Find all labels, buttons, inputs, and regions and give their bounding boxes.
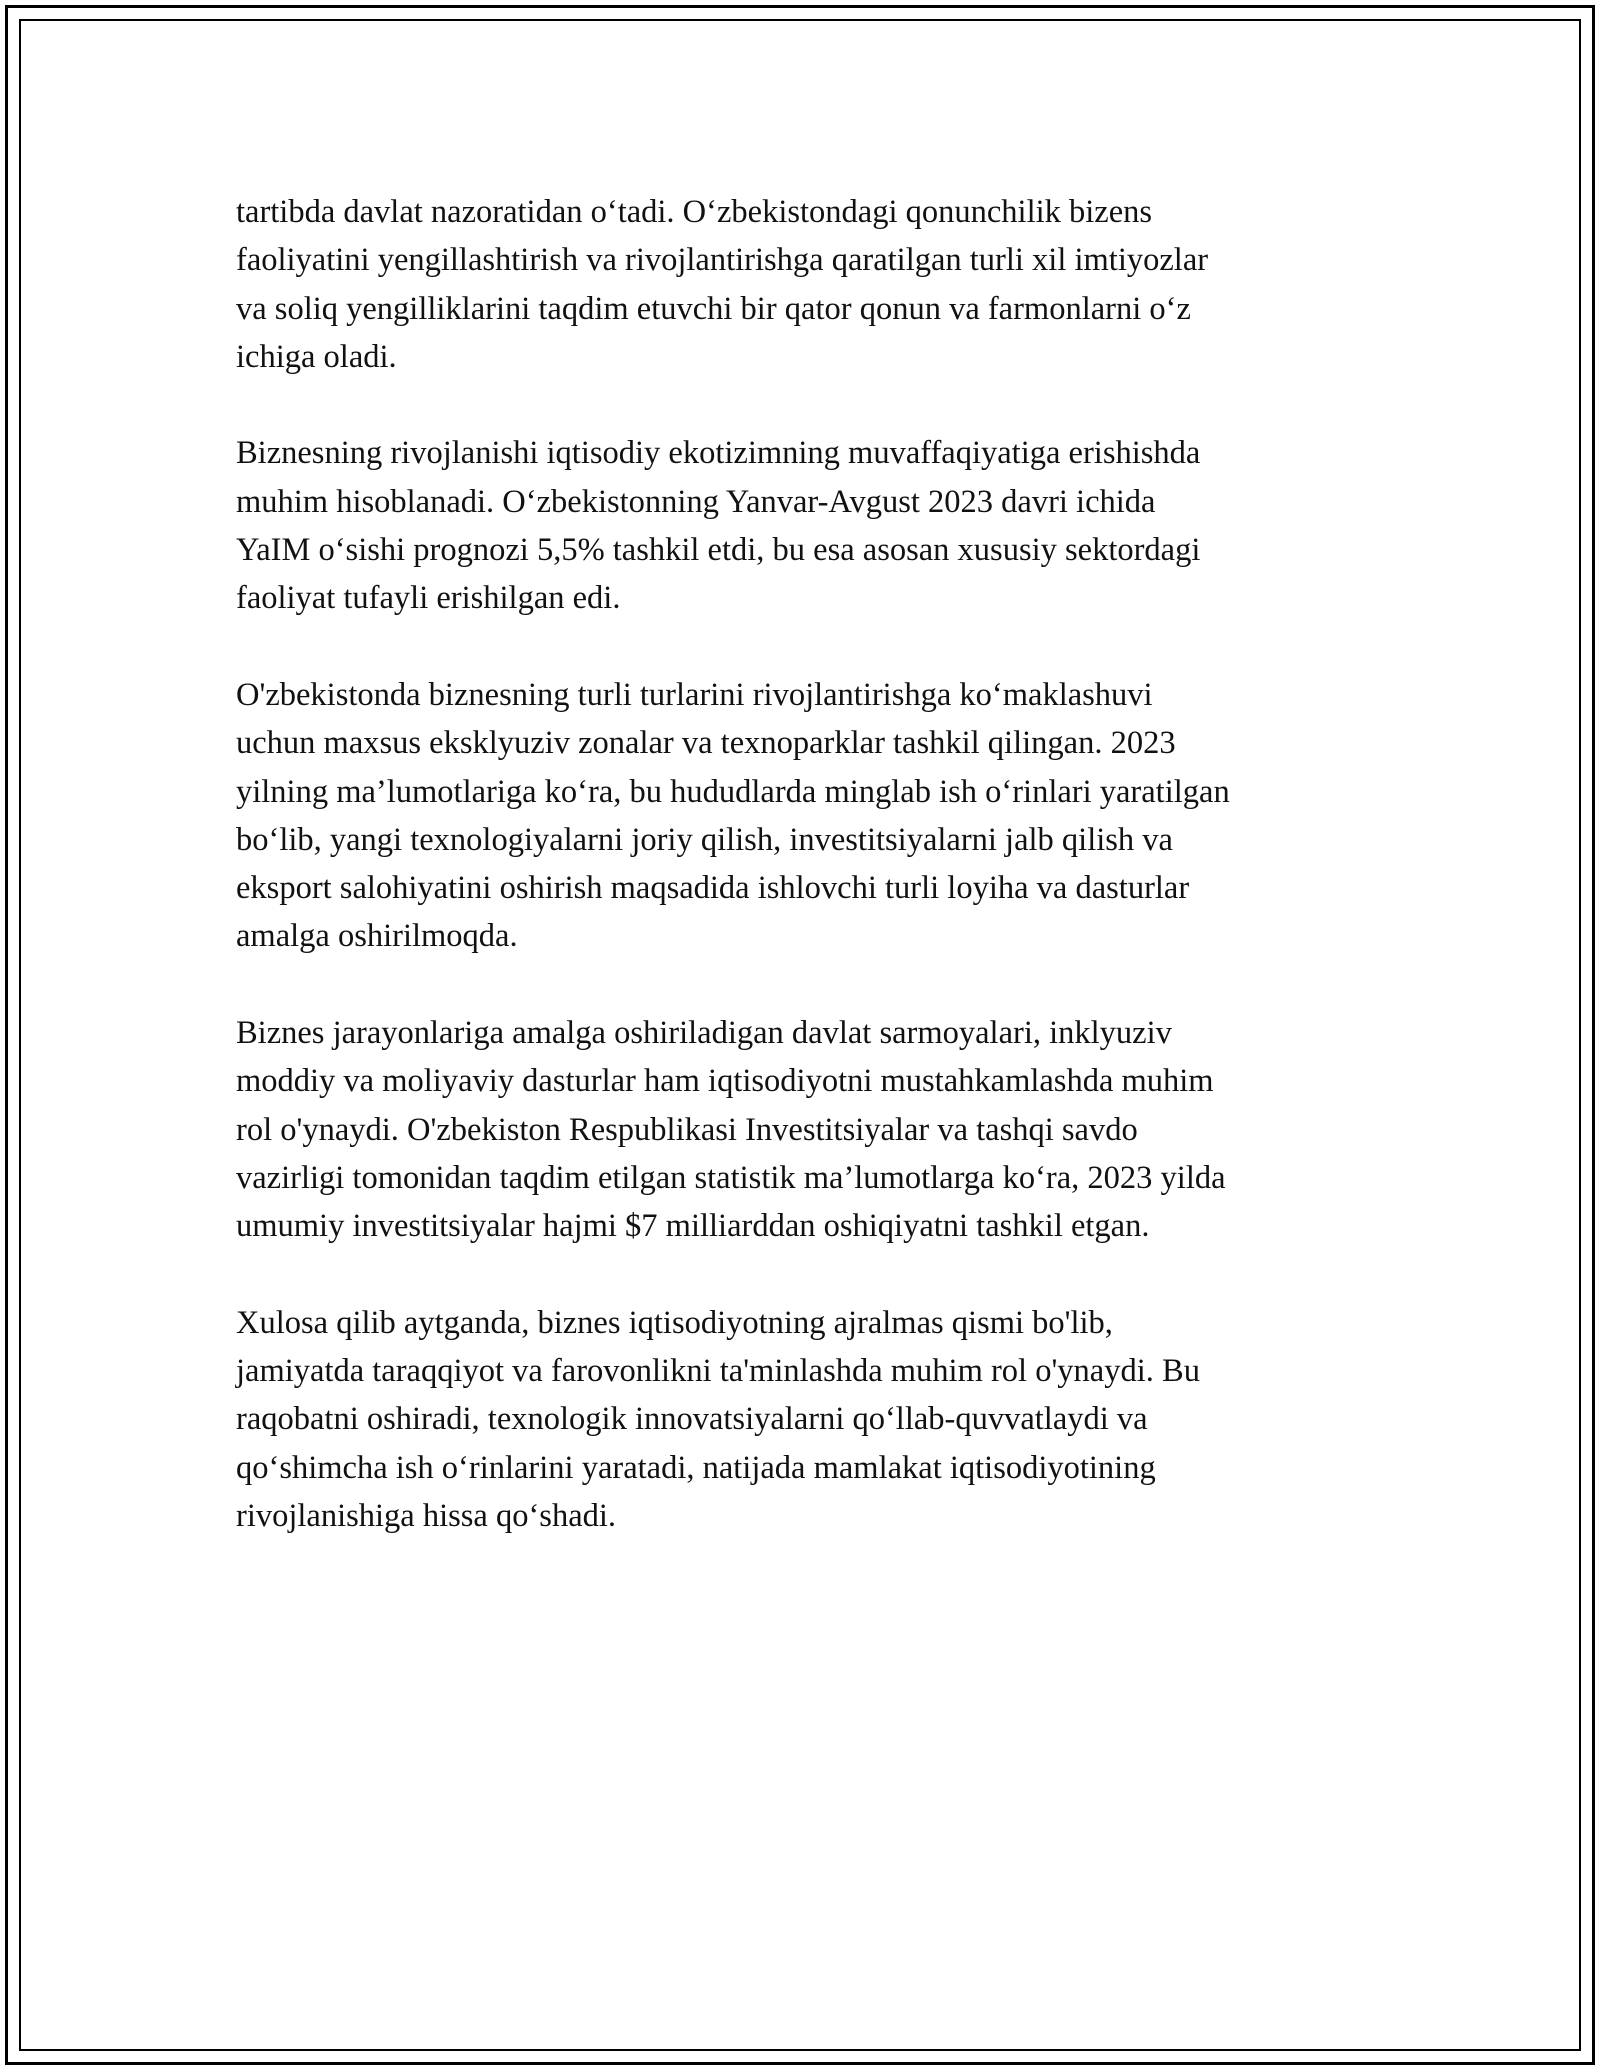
- paragraph-4: [236, 1009, 1366, 1250]
- text-line: muhim hisoblanadi. O‘zbekistonning Yanvar-Avgust 2023 davri ichida: [236, 483, 1156, 520]
- text-line: va soliq yengilliklarini taqdim etuvchi bir qator qonun va farmonlarni o‘z: [236, 290, 1191, 327]
- paragraph-2: [236, 429, 1366, 622]
- text-line: bo‘lib, yangi texnologiyalarni joriy qilish, investitsiyalarni jalb qilish va: [236, 821, 1173, 858]
- document-body: [236, 188, 1366, 1589]
- text-line: qo‘shimcha ish o‘rinlarini yaratadi, natijada mamlakat iqtisodiyotining: [236, 1449, 1156, 1486]
- text-line: yilning ma’lumotlariga ko‘ra, bu hududlarda minglab ish o‘rinlari yaratilgan: [236, 773, 1230, 810]
- text-line: ichiga oladi.: [236, 338, 397, 375]
- text-line: vazirligi tomonidan taqdim etilgan statistik ma’lumotlarga ko‘ra, 2023 yilda: [236, 1159, 1226, 1196]
- text-line: tartibda davlat nazoratidan o‘tadi. O‘zbekistondagi qonunchilik bizens: [236, 194, 1153, 230]
- text-line: eksport salohiyatini oshirish maqsadida ishlovchi turli loyiha va dasturlar: [236, 870, 1190, 907]
- text-line: O'zbekistonda biznesning turli turlarini rivojlantirishga ko‘maklashuvi: [236, 676, 1153, 713]
- text-line: YaIM o‘sishi prognozi 5,5% tashkil etdi, bu esa asosan xususiy sektordagi: [236, 532, 1201, 569]
- text-line: Biznesning rivojlanishi iqtisodiy ekotizimning muvaffaqiyatiga erishishda: [236, 435, 1201, 472]
- text-line: Biznes jarayonlariga amalga oshiriladigan davlat sarmoyalari, inklyuziv: [236, 1015, 1172, 1052]
- text-line: umumiy investitsiyalar hajmi $7 milliarddan oshiqiyatni tashkil etgan.: [236, 1208, 1150, 1245]
- text-line: moddiy va moliyaviy dasturlar ham iqtisodiyotni mustahkamlashda muhim: [236, 1063, 1214, 1100]
- text-line: raqobatni oshiradi, texnologik innovatsiyalarni qo‘llab-quvvatlaydi va: [236, 1401, 1148, 1438]
- text-line: rol o'ynaydi. O'zbekiston Respublikasi Investitsiyalar va tashqi savdo: [236, 1111, 1138, 1148]
- text-line: rivojlanishiga hissa qo‘shadi.: [236, 1498, 617, 1535]
- text-line: faoliyat tufayli erishilgan edi.: [236, 580, 621, 617]
- paragraph-5: [236, 1299, 1366, 1540]
- paragraph-1: [236, 188, 1366, 381]
- text-line: jamiyatda taraqqiyot va farovonlikni ta'minlashda muhim rol o'ynaydi. Bu: [236, 1353, 1200, 1390]
- text-line: faoliyatini yengillashtirish va rivojlantirishga qaratilgan turli xil imtiyozlar: [236, 242, 1209, 279]
- text-line: amalga oshirilmoqda.: [236, 918, 518, 955]
- text-line: Xulosa qilib aytganda, biznes iqtisodiyotning ajralmas qismi bo'lib,: [236, 1304, 1113, 1341]
- text-line: uchun maxsus eksklyuziv zonalar va texnoparklar tashkil qilingan. 2023: [236, 725, 1176, 762]
- paragraph-3: [236, 671, 1366, 961]
